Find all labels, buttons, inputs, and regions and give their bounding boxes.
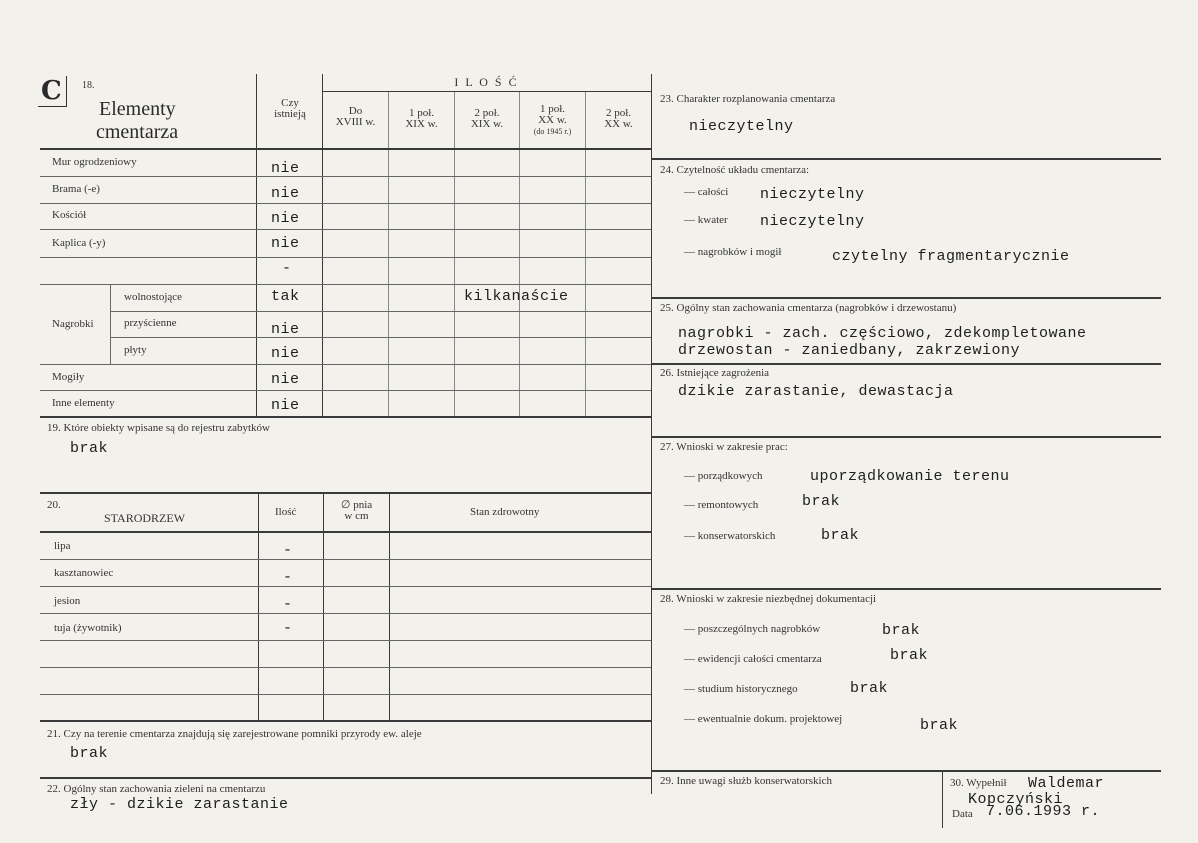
s20-bottom-line [40,720,651,722]
s27-item-1-label: — porządkowych [684,470,763,482]
s20-row-line [40,586,651,587]
czy-istnieja-header [258,98,322,120]
tree-tuja-ilosc: - [283,620,293,637]
section-18-title [96,98,178,144]
s24-item-3-value: czytelny fragmentarycznie [832,248,1070,265]
row-line [40,176,651,177]
s19-bottom-line [40,492,651,494]
right-column-divider [651,74,652,794]
row-line [40,203,651,204]
s25-label: 25. Ogólny stan zachowania cmentarza (nagrobków i drzewostanu) [660,302,957,314]
s22-value: zły - dzikie zarastanie [70,796,289,813]
s20-stan: Stan zdrowotny [470,506,540,518]
s20-title: STARODRZEW [104,511,186,525]
tree-jesion-ilosc: - [283,596,293,613]
col4-l3: (do 1945 r.) [533,127,572,136]
s20-header-line [40,531,651,533]
s28-item-3-label: — studium historycznego [684,683,798,695]
tree-kasztanowiec: kasztanowiec [54,567,114,579]
s28-item-2-label: — ewidencji całości cmentarza [684,653,822,665]
section-letter: C [41,76,62,106]
row-label-plyty: płyty [124,344,147,356]
col-header-5 [586,108,651,130]
value-kilkanascie: kilkanaście [464,288,569,305]
col5-l1: 2 poł. [605,107,632,119]
tree-jesion: jesion [54,595,81,607]
s30-date: 7.06.1993 r. [986,803,1101,820]
col1-l1: Do [348,105,363,117]
row-label-wolnostojace: wolnostojące [124,291,183,303]
tree-tuja: tuja (żywotnik) [54,622,122,634]
s20-v3 [389,494,390,720]
s21-label: 21. Czy na terenie cmentarza znajdują się zarejestrowane pomniki przyrody ew. aleje [47,728,422,740]
s24-label: 24. Czytelność układu cmentarza: [660,164,810,176]
s27-item-1-value: uporządkowanie terenu [810,468,1010,485]
s24-bottom-line [651,297,1161,299]
col3-l2: XIX w. [470,118,504,130]
col-header-2 [389,108,454,130]
s30-name-1: Waldemar [1028,775,1105,792]
col1-l2: XVIII w. [335,116,376,128]
ilosc-underline [322,91,651,92]
czy-line-1: Czy [281,97,299,109]
s20-ilosc: Ilość [275,506,297,518]
row-label-inne: Inne elementy [52,397,115,409]
s23-value: nieczytelny [689,118,794,135]
row-label-brama: Brama (-e) [52,183,100,195]
s28-item-3-value: brak [850,680,889,697]
s25-bottom-line [651,363,1161,365]
value-przyscienne: nie [271,321,300,338]
czy-line-2: istnieją [274,108,306,120]
row-label-kosciol: Kościół [52,209,87,221]
col2-l2: XIX w. [405,118,438,130]
s27-item-3-label: — konserwatorskich [684,530,776,542]
v-line-3 [388,92,389,416]
s28-item-4-label: — ewentualnie dokum. projektowej [684,713,843,725]
pnia-l2: w cm [344,510,369,522]
s28-label: 28. Wnioski w zakresie niezbędnej dokumentacji [660,593,877,605]
value-inne: nie [271,397,300,414]
col4-l2: XX w. [538,114,567,126]
col-header-1 [323,106,388,128]
row-label-nagrobki: Nagrobki [52,318,94,330]
header-bottom-line [40,148,651,150]
col5-l2: XX w. [604,118,633,130]
col2-l1: 1 poł. [408,107,435,119]
s23-label: 23. Charakter rozplanowania cmentarza [660,93,836,105]
row-label-mogily: Mogiły [52,371,85,383]
s28-item-4-value: brak [920,717,959,734]
title-line-2: cmentarza [96,121,179,143]
s19-value: brak [70,440,109,457]
s30-name-2: Kopczyński [968,791,1064,808]
section-18-bottom-line [40,416,651,418]
s20-pnia [324,500,389,522]
value-kaplica: nie [271,235,300,252]
s23-bottom-line [651,158,1161,160]
col-header-4 [520,104,585,137]
s27-item-2-value: brak [802,493,841,510]
nagrobki-divider [110,284,111,364]
s20-row-line [40,667,651,668]
s24-item-3-label: — nagrobków i mogił [684,246,782,258]
s27-item-2-label: — remontowych [684,499,759,511]
s20-row-line [40,694,651,695]
s27-label: 27. Wnioski w zakresie prac: [660,441,788,453]
col3-l1: 2 poł. [474,107,500,119]
s25-line-2: drzewostan - zaniedbany, zakrzewiony [678,342,1021,359]
s26-bottom-line [651,436,1161,438]
s26-label: 26. Istniejące zagrożenia [660,367,770,379]
s24-item-2-value: nieczytelny [760,213,865,230]
s28-bottom-line [651,770,1161,772]
s20-row-line [40,640,651,641]
s27-bottom-line [651,588,1161,590]
v-line-5 [519,92,520,416]
s29-label: 29. Inne uwagi służb konserwatorskich [660,775,832,787]
s21-value: brak [70,745,109,762]
section-18-number: 18. [82,80,95,91]
tree-lipa-ilosc: - [283,542,293,559]
row-line [110,311,651,312]
row-label-kaplica: Kaplica (-y) [52,237,106,249]
s28-item-2-value: brak [890,647,929,664]
value-plyty: nie [271,345,300,362]
row-line [40,257,651,258]
s30-data-label: Data [952,808,973,820]
row-line [40,284,651,285]
col-header-3 [455,108,519,130]
s19-label: 19. Które obiekty wpisane są do rejestru zabytków [47,422,270,434]
row-line [40,229,651,230]
value-mogily: nie [271,371,300,388]
value-blank: - [282,260,292,277]
row-line [110,337,651,338]
s24-item-2-label: — kwater [684,214,728,226]
row-label-mur: Mur ogrodzeniowy [52,156,137,168]
v-line-4 [454,92,455,416]
value-mur: nie [271,160,300,177]
row-line [40,390,651,391]
s30-left-line [942,772,943,828]
value-brama: nie [271,185,300,202]
s28-item-1-label: — poszczególnych nagrobków [684,623,821,635]
s20-v2 [323,494,324,720]
s30-label: 30. Wypełnił [950,777,1007,789]
s24-item-1-value: nieczytelny [760,186,865,203]
value-wolnostojace: tak [271,288,300,305]
value-kosciol: nie [271,210,300,227]
tree-lipa: lipa [54,540,71,552]
tree-kasztanowiec-ilosc: - [283,569,293,586]
s26-value: dzikie zarastanie, dewastacja [678,383,954,400]
s22-label: 22. Ogólny stan zachowania zieleni na cmentarzu [47,783,266,795]
s21-bottom-line [40,777,651,779]
s20-number: 20. [47,499,61,511]
section-letter-box [38,76,67,107]
ilosc-header: I L O Ś Ć [454,75,519,89]
col4-l1: 1 poł. [539,103,566,115]
s20-row-line [40,559,651,560]
v-line-6 [585,92,586,416]
s20-v1 [258,494,259,720]
s27-item-3-value: brak [821,527,860,544]
s24-item-1-label: — całości [684,186,729,198]
pnia-l1: ∅ pnia [340,499,373,511]
title-line-1: Elementy [99,98,176,120]
s20-row-line [40,613,651,614]
s25-line-1: nagrobki - zach. częściowo, zdekompletowane [678,325,1087,342]
s28-item-1-value: brak [882,622,921,639]
row-label-przyscienne: przyścienne [124,317,177,329]
row-line [40,364,651,365]
